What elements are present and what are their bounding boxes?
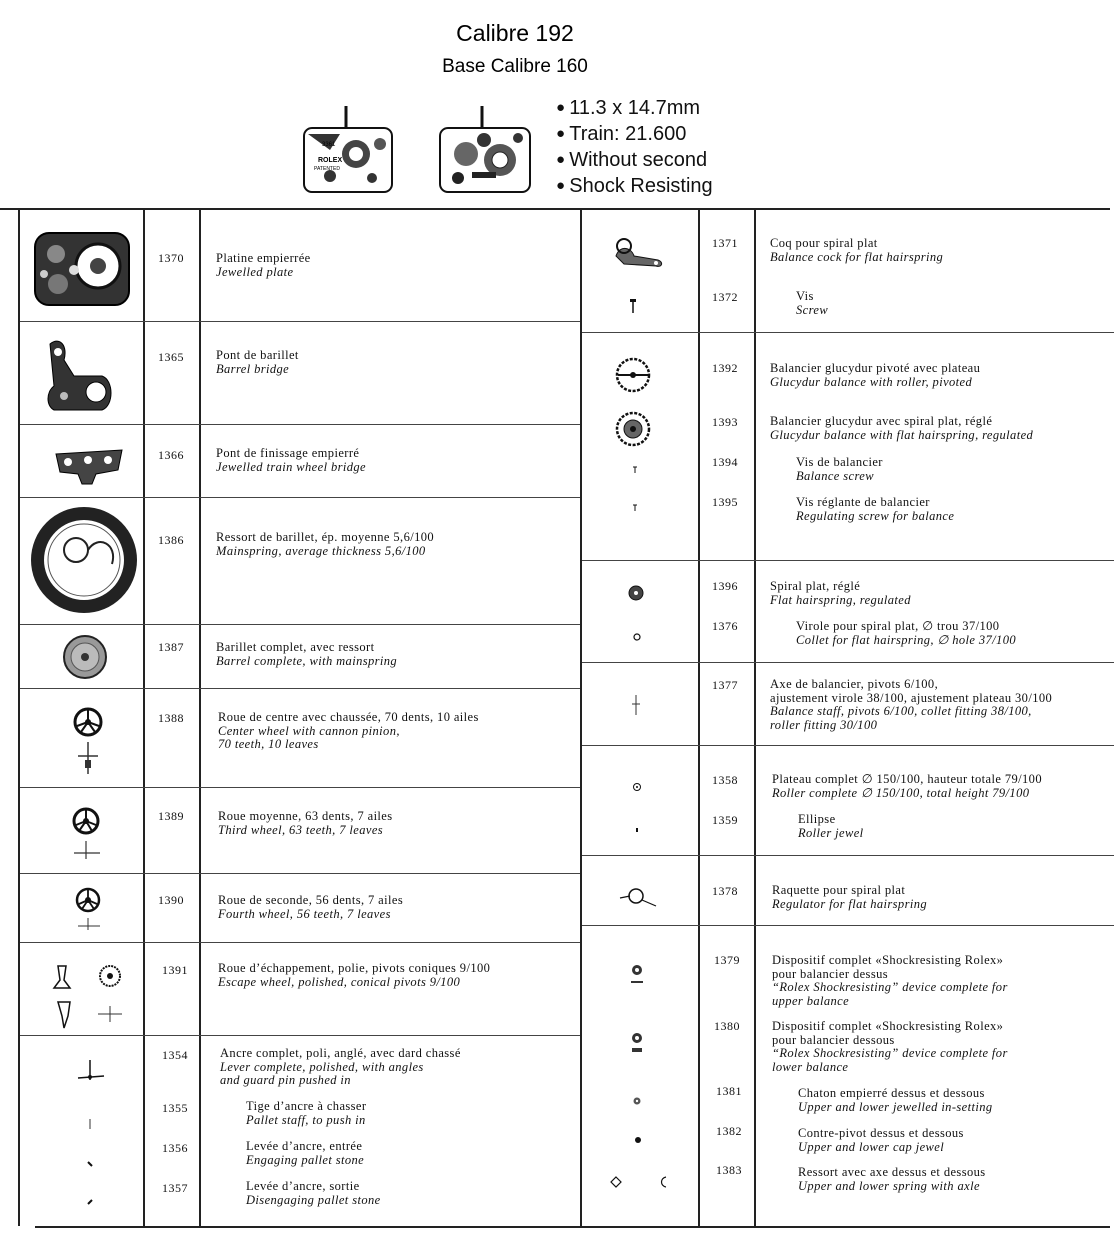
flat-hairspring-illustration bbox=[626, 584, 646, 602]
part-description: Ressort de barillet, ép. moyenne 5,6/100 Mainspring, average thickness 5,6/100 bbox=[216, 530, 435, 558]
part-number: 1391 bbox=[162, 963, 188, 977]
left-divider-image bbox=[143, 210, 145, 1226]
row-separator bbox=[582, 560, 1114, 561]
part-number: 1378 bbox=[712, 884, 738, 898]
part-description: Vis réglante de balancier Regulating screw for balance bbox=[796, 495, 955, 523]
part-number: 1355 bbox=[162, 1101, 188, 1115]
mainspring-illustration bbox=[28, 504, 140, 616]
part-number: 1394 bbox=[712, 455, 738, 469]
part-number: 1371 bbox=[712, 236, 738, 250]
row-separator bbox=[20, 321, 580, 322]
part-number: 1356 bbox=[162, 1141, 188, 1155]
part-number: 1359 bbox=[712, 813, 738, 827]
part-number: 1383 bbox=[716, 1163, 742, 1177]
jewelled-plate-illustration bbox=[32, 228, 132, 312]
row-separator bbox=[582, 925, 1114, 926]
movement-patent-label: PATENTED bbox=[314, 166, 340, 172]
part-description: Ancre complet, poli, anglé, avec dard chassé Lever complete, polished, with angles and guard pin pushed in bbox=[220, 1046, 461, 1087]
part-number: 1365 bbox=[158, 350, 184, 364]
part-description: Coq pour spiral plat Balance cock for flat hairspring bbox=[770, 236, 944, 264]
movement-front-illustration bbox=[436, 104, 536, 196]
part-description: Virole pour spiral plat, ∅ trou 37/100 Collet for flat hairspring, ∅ hole 37/100 bbox=[796, 619, 1017, 647]
roller-jewel-illustration bbox=[634, 826, 640, 834]
part-description: Dispositif complet «Shockresisting Rolex» pour balancier dessous “Rolex Shockresisting” device complete for lower balance bbox=[772, 1019, 1008, 1074]
regulating-screw-illustration bbox=[632, 504, 638, 512]
part-description: Plateau complet ∅ 150/100, hauteur totale 79/100 Roller complete ∅ 150/100, total height 79/100 bbox=[772, 772, 1042, 800]
balance-staff-illustration bbox=[630, 694, 642, 716]
row-separator bbox=[20, 688, 580, 689]
part-number: 1386 bbox=[158, 533, 184, 547]
jewelled-setting-illustration bbox=[632, 1096, 642, 1106]
part-description: Levée d’ancre, entrée Engaging pallet stone bbox=[246, 1139, 365, 1167]
third-wheel-illustration bbox=[68, 805, 108, 861]
right-divider-number bbox=[698, 210, 700, 1226]
balance-hairspring-illustration bbox=[614, 410, 652, 448]
row-separator bbox=[20, 424, 580, 425]
part-description: Ellipse Roller jewel bbox=[798, 812, 864, 840]
part-description: Roue moyenne, 63 dents, 7 ailes Third wheel, 63 teeth, 7 leaves bbox=[218, 809, 393, 837]
row-separator bbox=[20, 873, 580, 874]
part-description: Axe de balancier, pivots 6/100, ajustement virole 38/100, ajustement plateau 30/100 Balance staff, pivots 6/100, collet fitting 38/100, roller fitting 30/100 bbox=[770, 677, 1053, 732]
regulator-illustration bbox=[618, 886, 658, 908]
row-separator bbox=[582, 855, 1114, 856]
escape-wheel-illustration bbox=[52, 960, 132, 1032]
part-description: Vis de balancier Balance screw bbox=[796, 455, 883, 483]
part-number: 1379 bbox=[714, 953, 740, 967]
disengaging-pallet-stone-illustration bbox=[86, 1198, 94, 1206]
row-separator bbox=[20, 787, 580, 788]
row-separator bbox=[20, 942, 580, 943]
table-top-border bbox=[0, 208, 1110, 210]
part-number: 1372 bbox=[712, 290, 738, 304]
part-number: 1389 bbox=[158, 809, 184, 823]
part-description: Vis Screw bbox=[796, 289, 829, 317]
cap-jewel-illustration bbox=[634, 1136, 642, 1144]
center-wheel-illustration bbox=[68, 704, 108, 780]
part-description: Roue de seconde, 56 dents, 7 ailes Fourth wheel, 56 teeth, 7 leaves bbox=[218, 893, 404, 921]
part-number: 1381 bbox=[716, 1084, 742, 1098]
screw-illustration bbox=[628, 298, 638, 314]
pallet-staff-illustration bbox=[86, 1118, 94, 1130]
part-number: 1380 bbox=[714, 1019, 740, 1033]
part-description: Raquette pour spiral plat Regulator for flat hairspring bbox=[772, 883, 928, 911]
glucydur-balance-illustration bbox=[614, 356, 652, 394]
movement-back-illustration bbox=[300, 104, 400, 196]
part-description: Balancier glucydur avec spiral plat, réglé Glucydur balance with flat hairspring, regulated bbox=[770, 414, 1034, 442]
left-col-border bbox=[18, 208, 20, 1226]
part-number: 1358 bbox=[712, 773, 738, 787]
part-number: 1366 bbox=[158, 448, 184, 462]
lever-complete-illustration bbox=[74, 1056, 108, 1086]
part-number: 1396 bbox=[712, 579, 738, 593]
train-wheel-bridge-illustration bbox=[52, 444, 128, 488]
part-number: 1395 bbox=[712, 495, 738, 509]
part-description: Ressort avec axe dessus et dessous Upper and lower spring with axle bbox=[798, 1165, 986, 1193]
movement-brand-label: ROLEX bbox=[318, 157, 343, 164]
part-description: Roue d’échappement, polie, pivots coniques 9/100 Escape wheel, polished, conical pivots 9/100 bbox=[218, 961, 491, 989]
part-number: 1393 bbox=[712, 415, 738, 429]
spec-second: ● Without second bbox=[556, 148, 713, 174]
spec-train: ● Train: 21.600 bbox=[556, 122, 713, 148]
upper-shock-device-illustration bbox=[628, 962, 646, 986]
spec-list bbox=[556, 96, 713, 200]
part-description: Contre-pivot dessus et dessous Upper and lower cap jewel bbox=[798, 1126, 964, 1154]
spring-with-axle-illustration bbox=[608, 1174, 672, 1190]
barrel-bridge-illustration bbox=[40, 336, 120, 416]
part-number: 1377 bbox=[712, 678, 738, 692]
row-separator bbox=[582, 662, 1114, 663]
part-number: 1357 bbox=[162, 1181, 188, 1195]
lower-shock-device-illustration bbox=[628, 1030, 646, 1056]
part-description: Chaton empierré dessus et dessous Upper and lower jewelled in-setting bbox=[798, 1086, 993, 1114]
row-separator bbox=[20, 1035, 580, 1036]
part-number: 1382 bbox=[716, 1124, 742, 1138]
balance-screw-illustration bbox=[632, 466, 638, 474]
left-divider-number bbox=[199, 210, 201, 1226]
part-description: Spiral plat, réglé Flat hairspring, regulated bbox=[770, 579, 911, 607]
fourth-wheel-illustration bbox=[72, 886, 108, 932]
part-description: Roue de centre avec chaussée, 70 dents, 10 ailes Center wheel with cannon pinion, 70 teeth, 10 leaves bbox=[218, 710, 479, 751]
row-separator bbox=[20, 624, 580, 625]
part-description: Levée d’ancre, sortie Disengaging pallet stone bbox=[246, 1179, 381, 1207]
part-number: 1388 bbox=[158, 711, 184, 725]
part-number: 1387 bbox=[158, 640, 184, 654]
part-description: Platine empierrée Jewelled plate bbox=[216, 251, 311, 279]
part-number: 1354 bbox=[162, 1048, 188, 1062]
roller-complete-illustration bbox=[632, 782, 642, 792]
barrel-complete-illustration bbox=[62, 634, 108, 680]
spec-size: ● 11.3 x 14.7mm bbox=[556, 96, 713, 122]
part-number: 1376 bbox=[712, 619, 738, 633]
part-number: 1390 bbox=[158, 893, 184, 907]
row-separator bbox=[582, 745, 1114, 746]
row-separator bbox=[582, 332, 1114, 333]
row-separator bbox=[20, 497, 580, 498]
collet-illustration bbox=[632, 632, 642, 642]
page-subtitle: Base Calibre 160 bbox=[442, 56, 588, 77]
part-number: 1370 bbox=[158, 251, 184, 265]
page-title: Calibre 192 bbox=[456, 20, 574, 46]
table-bottom-border bbox=[35, 1226, 1110, 1228]
part-description: Pont de finissage empierré Jewelled train wheel bridge bbox=[216, 446, 367, 474]
engaging-pallet-stone-illustration bbox=[86, 1160, 94, 1168]
part-description: Pont de barillet Barrel bridge bbox=[216, 348, 299, 376]
part-description: Dispositif complet «Shockresisting Rolex» pour balancier dessus “Rolex Shockresisting” device complete for upper balance bbox=[772, 953, 1008, 1008]
right-divider-desc bbox=[754, 210, 756, 1226]
balance-cock-illustration bbox=[610, 234, 666, 270]
movement-number-label: 3361 bbox=[322, 142, 336, 148]
part-number: 1392 bbox=[712, 361, 738, 375]
part-description: Balancier glucydur pivoté avec plateau Glucydur balance with roller, pivoted bbox=[770, 361, 981, 389]
center-divider bbox=[580, 208, 582, 1226]
part-description: Barillet complet, avec ressort Barrel complete, with mainspring bbox=[216, 640, 398, 668]
part-description: Tige d’ancre à chasser Pallet staff, to push in bbox=[246, 1099, 367, 1127]
spec-shock: ● Shock Resisting bbox=[556, 174, 713, 200]
